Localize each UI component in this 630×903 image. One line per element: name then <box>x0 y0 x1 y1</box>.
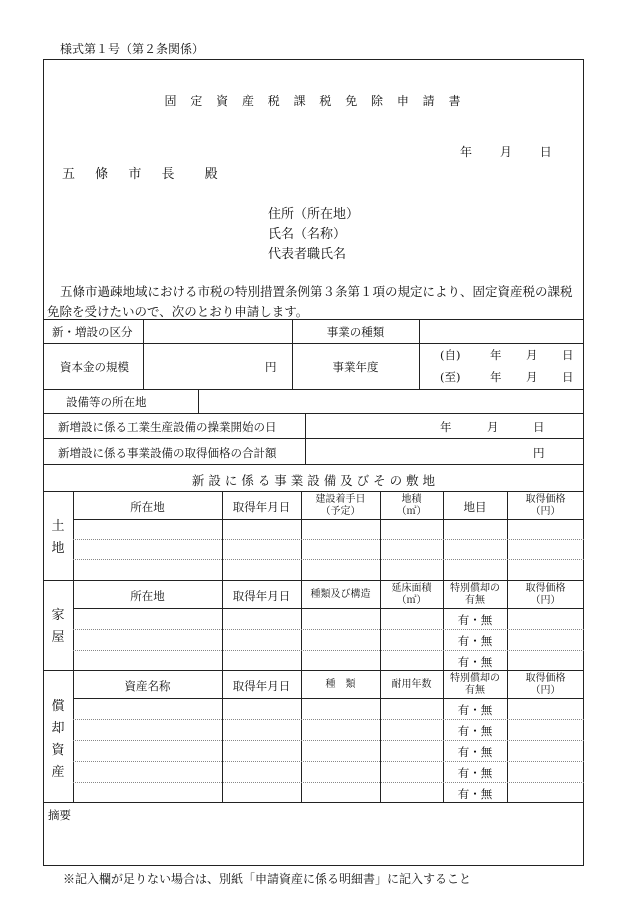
rule <box>305 413 306 464</box>
total-cost-label: 新増設に係る事業設備の取得価格の合計額 <box>58 446 277 460</box>
dotted-rule <box>73 719 584 720</box>
land-label <box>48 516 68 560</box>
dotted-rule <box>73 559 584 560</box>
house-header-floor-area: 延床面積（㎡） <box>391 583 432 606</box>
fiscal-to-day: 日 <box>562 370 574 384</box>
capital-yen-unit: 円 <box>265 360 277 374</box>
fiscal-from-label: (自) <box>440 348 461 362</box>
year-label: 年 <box>460 145 473 159</box>
addressee-char: 條 <box>95 167 109 182</box>
addressee-char: 市 <box>128 167 142 182</box>
dotted-rule <box>73 740 584 741</box>
asset-header-type: 種 類 <box>325 679 356 690</box>
rule <box>198 389 199 413</box>
form-title: 固 定 資 産 税 課 税 免 除 申 請 書 <box>164 94 466 108</box>
land-header-construction: 建設着手日（予定） <box>315 494 366 517</box>
footnote: ※記入欄が足りない場合は、別紙「申請資産に係る明細書」に記入すること <box>63 872 472 886</box>
rule <box>43 343 584 344</box>
remarks-label: 摘要 <box>48 808 71 822</box>
asset-header-useful-life: 耐用年数 <box>391 679 432 690</box>
operation-start-day: 日 <box>533 420 545 434</box>
fiscal-year-label: 事業年度 <box>332 360 379 374</box>
addressee-char: 長 <box>161 167 175 182</box>
rule <box>43 319 584 320</box>
operation-start-month: 月 <box>487 420 499 434</box>
house-option: 有・無 <box>457 655 493 669</box>
applicant-name-label: 氏名（名称） <box>268 227 347 242</box>
asset-option: 有・無 <box>457 766 493 780</box>
applicant-address-label: 住所（所在地） <box>268 207 360 222</box>
addressee-char: 殿 <box>204 167 218 182</box>
rule <box>73 698 584 699</box>
rule <box>222 491 223 802</box>
rule <box>301 491 302 802</box>
house-header-price: 取得価格（円） <box>525 583 566 606</box>
day-label: 日 <box>539 145 552 159</box>
fiscal-from-month: 月 <box>526 348 538 362</box>
asset-option: 有・無 <box>457 745 493 759</box>
house-header-location: 所在地 <box>130 589 165 603</box>
rule <box>43 464 584 465</box>
dotted-rule <box>73 761 584 762</box>
capital-label: 資本金の規模 <box>60 360 129 374</box>
asset-header-name: 資産名称 <box>124 679 171 693</box>
fiscal-to-month: 月 <box>526 370 538 384</box>
rule <box>43 413 584 414</box>
application-date <box>460 143 552 160</box>
land-label-text: 土地 <box>51 519 65 556</box>
fiscal-to-label: (至) <box>440 370 461 384</box>
house-label <box>48 605 68 649</box>
land-header-category: 地目 <box>463 500 487 514</box>
rule <box>73 519 584 520</box>
rule <box>419 319 420 389</box>
fiscal-from-day: 日 <box>562 348 574 362</box>
asset-header-acquired: 取得年月日 <box>232 679 291 693</box>
operation-start-label: 新増設に係る工業生産設備の操業開始の日 <box>58 420 277 434</box>
land-header-area: 地積（㎡） <box>396 494 427 517</box>
rule <box>143 319 144 389</box>
land-header-acquired: 取得年月日 <box>232 500 291 514</box>
asset-header-special-depreciation: 特別償却の有無 <box>450 673 500 696</box>
rule <box>43 438 584 439</box>
fiscal-to-year: 年 <box>490 370 502 384</box>
house-label-text: 家屋 <box>51 608 65 645</box>
location-label: 設備等の所在地 <box>66 395 147 409</box>
form-number: 様式第１号（第２条関係） <box>60 42 205 56</box>
rule <box>43 491 584 492</box>
dotted-rule <box>73 629 584 630</box>
section-title: 新 設 に 係 る 事 業 設 備 及 び そ の 敷 地 <box>191 473 436 488</box>
house-header-special-depreciation: 特別償却の有無 <box>450 583 500 606</box>
addressee-char: 五 <box>62 167 76 182</box>
operation-start-year: 年 <box>440 420 452 434</box>
house-header-structure: 種類及び構造 <box>310 589 371 600</box>
asset-option: 有・無 <box>457 724 493 738</box>
asset-option: 有・無 <box>457 787 493 801</box>
depreciable-label <box>48 696 68 784</box>
rule <box>73 491 74 802</box>
rule <box>43 580 584 581</box>
applicant-representative-label: 代表者職氏名 <box>268 247 347 262</box>
house-option: 有・無 <box>457 634 493 648</box>
rule <box>507 491 508 802</box>
asset-header-price: 取得価格（円） <box>525 673 566 696</box>
rule <box>73 608 584 609</box>
asset-option: 有・無 <box>457 703 493 717</box>
month-label: 月 <box>499 145 512 159</box>
rule <box>43 670 584 671</box>
intro-text: 五條市過疎地域における市税の特別措置条例第３条第１項の規定により、固定資産税の課税免除を受けたいので、次のとおり申請します。 <box>47 284 573 319</box>
business-type-label: 事業の種類 <box>326 325 385 339</box>
dotted-rule <box>73 782 584 783</box>
fiscal-from-year: 年 <box>490 348 502 362</box>
rule <box>43 802 584 803</box>
dotted-rule <box>73 650 584 651</box>
total-cost-yen-unit: 円 <box>533 446 545 460</box>
land-header-location: 所在地 <box>130 500 165 514</box>
dotted-rule <box>73 539 584 540</box>
depreciable-label-text: 償却資産 <box>51 699 65 780</box>
house-option: 有・無 <box>457 613 493 627</box>
category-label: 新・増設の区分 <box>52 325 133 339</box>
house-header-acquired: 取得年月日 <box>232 589 291 603</box>
rule <box>43 389 584 390</box>
addressee <box>62 163 218 182</box>
land-header-price: 取得価格（円） <box>525 494 566 517</box>
rule <box>380 491 381 802</box>
